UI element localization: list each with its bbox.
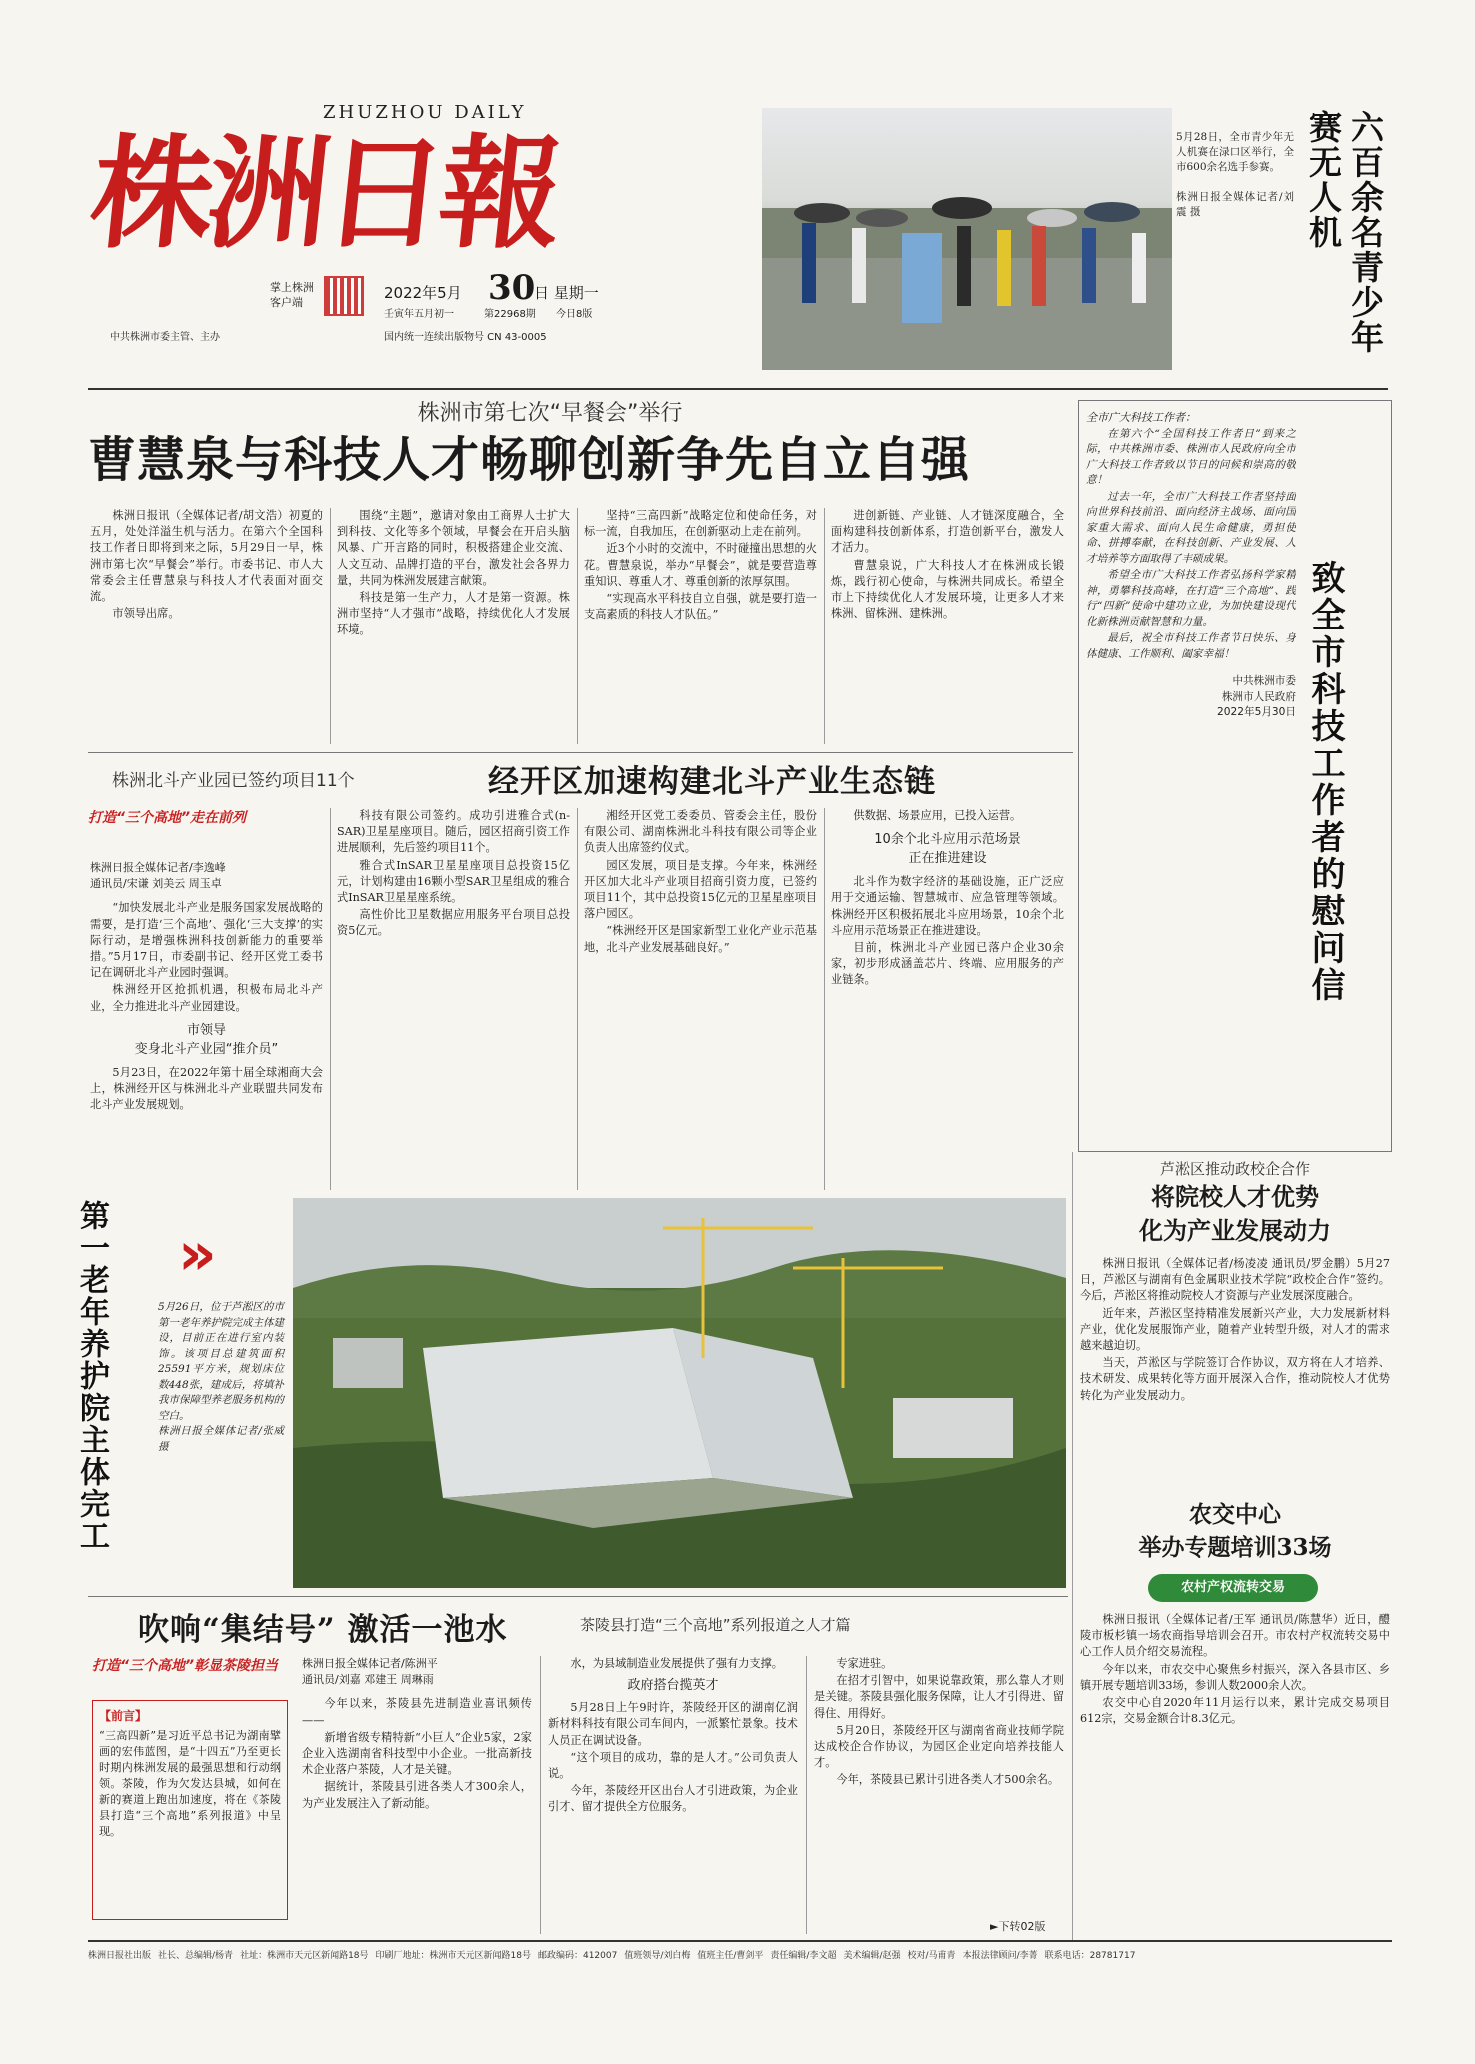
nursing-home-headline: 第一老年养护院主体完工 xyxy=(74,1200,109,1552)
bottom-col2b-p1: 5月28日上午9时许，茶陵经开区的湖南亿润新材料科技有限公司车间内，一派繁忙景象。技术人员正在调试设备。 xyxy=(548,1701,798,1747)
footer-item: 印刷厂地址：株洲市天元区新闻路18号 xyxy=(375,1951,531,1961)
chevron-right-icon: » xyxy=(178,1219,217,1289)
luxi-headline: 将院校人才优势 化为产业发展动力 xyxy=(1139,1182,1331,1245)
beidou-col4-p1: 供数据、场景应用，已投入运营。 xyxy=(853,809,1022,822)
lead-kicker: 株洲市第七次“早餐会”举行 xyxy=(417,401,683,426)
footer-item: 美术编辑/赵强 xyxy=(843,1951,901,1961)
footer-item: 校对/马甫青 xyxy=(907,1951,956,1961)
nongjiao-badge: 农村产权流转交易 xyxy=(1148,1574,1318,1602)
qr-code-icon[interactable] xyxy=(324,276,364,316)
nursing-home-credit: 株洲日报全媒体记者/张威 摄 xyxy=(158,1425,284,1453)
beidou-subhead: 市领导 变身北斗产业园“推介员” xyxy=(134,1022,279,1057)
footer-divider xyxy=(88,1940,1392,1942)
beidou-col3-p2: 园区发展，项目是支撑。今年来，株洲经开区加大北斗产业项目招商引资力度，已签约项目11个，其中总投资15亿元的卫星星座项目落户园区。 xyxy=(584,858,817,921)
section-divider xyxy=(88,1596,1068,1597)
letter-sign-date: 2022年5月30日 xyxy=(1217,706,1296,718)
col-rule xyxy=(330,508,331,744)
beidou-col-3 xyxy=(584,808,817,1190)
nursing-home-caption xyxy=(158,1300,284,1455)
masthead-english: ZHUZHOU DAILY xyxy=(323,102,527,123)
bottom-col2b-p3: 今年，茶陵经开区出台人才引进政策，为企业引才、留才提供全方位服务。 xyxy=(548,1784,798,1814)
bottom-col1-p1: 今年以来，茶陵县先进制造业喜讯频传—— xyxy=(302,1697,532,1727)
beidou-col1b-p1: 5月23日，在2022年第十届全球湘商大会上，株洲经开区与株洲北斗产业联盟共同发布北斗产业发展规划。 xyxy=(90,1065,323,1112)
drone-photo-caption xyxy=(1176,130,1294,220)
beidou-col-2 xyxy=(337,808,570,1190)
lead-col3-p1: 坚持“三高四新”战略定位和使命任务，对标一流，自我加压，在创新驱动上走在前列。 xyxy=(584,509,817,539)
letter-sign-government: 株洲市人民政府 xyxy=(1221,690,1296,703)
footer-item: 值班领导/刘白梅 xyxy=(624,1951,691,1961)
beidou-kicker: 株洲北斗产业园已签约项目11个 xyxy=(112,771,355,791)
letter-salutation: 全市广大科技工作者： xyxy=(1086,411,1196,424)
bottom-col-3 xyxy=(814,1656,1064,1916)
cn-number: 国内统一连续出版物号 CN 43-0005 xyxy=(384,332,547,343)
lead-col1-p1: 株洲日报讯（全媒体记者/胡文浩）初夏的五月，处处洋溢生机与活力。在第六个全国科技工作者日即将到来之际，5月29日一早，株洲市第七次“早餐会”举行。市委书记、市人大常委会主任曹慧泉与科技人才代表面对面交流。 xyxy=(90,509,323,604)
section-divider xyxy=(88,752,1073,753)
bottom-col3-p2: 在招才引智中，如果说靠政策，那么靠人才则是关键。茶陵县强化服务保障，让人才引得进、留得住、用得好。 xyxy=(814,1674,1064,1720)
bottom-headline: 吹响“集结号” 激活一池水 xyxy=(138,1612,508,1648)
luxi-p1: 株洲日报讯（全媒体记者/杨凌凌 通讯员/罗金鹏）5月27日，芦淞区与湖南有色金属职业技术学院“政校企合作”签约。今后，芦淞区将推动院校人才资源与产业发展深度融合。 xyxy=(1080,1257,1390,1303)
luxi-kicker: 芦淞区推动政校企合作 xyxy=(1159,1160,1310,1178)
issue-number: 第22968期 xyxy=(484,309,536,320)
col-rule xyxy=(330,808,331,1190)
lead-col2-p2: 科技是第一生产力，人才是第一资源。株洲市坚持“人才强市”战略，持续优化人才发展环境。 xyxy=(337,591,570,637)
letter-headline: 致全市科技工作者的慰问信 xyxy=(1305,560,1345,1004)
beidou-col3-p1: 湘经开区党工委委员、管委会主任，股份有限公司、湖南株洲北斗科技有限公司等企业负责人出席签约仪式。 xyxy=(584,809,817,855)
nursing-home-caption-text: 5月26日，位于芦淞区的市第一老年养护院完成主体建设，目前正在进行室内装饰。该项目总建筑面积25591平方米，规划床位数448张，建成后，将填补我市保障型养老服务机构的空白。 xyxy=(158,1301,284,1422)
col-rule xyxy=(824,808,825,1190)
col-rule xyxy=(577,508,578,744)
beidou-col3-p3: “株洲经开区是国家新型工业化产业示范基地，北斗产业发展基础良好。” xyxy=(584,924,817,954)
nongjiao-body xyxy=(1080,1612,1390,1932)
footer-item: 株洲日报社出版 xyxy=(88,1951,152,1961)
preface-box xyxy=(92,1700,288,1920)
lead-col3-p2: 近3个小时的交流中，不时碰撞出思想的火花。曹慧泉说，举办“早餐会”，就是要营造尊重知识、尊重人才、尊重创新的浓厚氛围。 xyxy=(584,542,817,588)
preface-text: “三高四新”是习近平总书记为湖南擘画的宏伟蓝图，是“十四五”乃至更长时期内株洲发展的最强思想和行动纲领。茶陵，作为欠发达县城，如何在新的赛道上跑出加速度，将在《茶陵县打造“三个高地”系列报道》中呈现。 xyxy=(99,1729,281,1838)
lead-headline: 曹慧泉与科技人才畅聊创新争先自立自强 xyxy=(88,432,971,488)
construction-site-illustration xyxy=(293,1198,1066,1588)
footer-item: 社址：株洲市天元区新闻路18号 xyxy=(240,1951,369,1961)
bottom-col3-p3: 5月20日，茶陵经开区与湖南省商业技师学院达成校企合作协议，为园区企业定向培养技能人才。 xyxy=(814,1723,1064,1770)
beidou-byline: 株洲日报全媒体记者/李逸峰 通讯员/宋谦 刘美云 周玉卓 xyxy=(90,861,226,891)
beidou-col2-p3: 高性价比卫星数据应用服务平台项目总投资5亿元。 xyxy=(337,908,570,938)
footer-item: 联系电话：28781717 xyxy=(1044,1951,1136,1961)
jump-link[interactable]: ►下转02版 xyxy=(990,1920,1046,1933)
letter-p4: 最后，祝全市科技工作者节日快乐、身体健康、工作顺利、阖家幸福！ xyxy=(1086,632,1296,660)
page-count: 今日8版 xyxy=(556,309,593,320)
nongjiao-p3: 农交中心自2020年11月运行以来，累计完成交易项目612宗，交易金额合计8.3亿元。 xyxy=(1080,1696,1390,1726)
nursing-home-photo xyxy=(293,1198,1066,1588)
date-year-month: 2022年5月 xyxy=(384,284,462,302)
col-rule xyxy=(540,1656,541,1934)
letter-p1: 在第六个“全国科技工作者日”到来之际，中共株洲市委、株洲市人民政府向全市广大科技工作者致以节日的问候和崇高的敬意！ xyxy=(1086,427,1296,486)
beidou-headline: 经开区加速构建北斗产业生态链 xyxy=(488,764,936,800)
chaling-tag: 打造“三个高地”彰显茶陵担当 xyxy=(92,1658,279,1674)
col-rule xyxy=(824,508,825,744)
date-weekday: 日 星期一 xyxy=(534,284,599,302)
footer-item: 本报法律顾问/李菁 xyxy=(962,1951,1038,1961)
beidou-col4-p3: 目前，株洲北斗产业园已落户企业30余家，初步形成涵盖芯片、终端、应用服务的产业链条。 xyxy=(831,941,1064,987)
lead-col4-p1: 进创新链、产业链、人才链深度融合，全面构建科技创新体系，打造创新平台，激发人才活力。 xyxy=(831,509,1064,555)
drone-event-photo xyxy=(762,108,1172,370)
drone-photo-credit: 株洲日报全媒体记者/刘震 摄 xyxy=(1176,191,1294,218)
high-ground-tag-text: 打造“三个高地”走在前列 xyxy=(88,810,247,826)
lead-col-1 xyxy=(90,508,323,744)
footer-item: 社长、总编辑/杨青 xyxy=(158,1951,234,1961)
bottom-col3-p1: 专家进驻。 xyxy=(836,1657,893,1670)
col-rule xyxy=(1072,1152,1073,1942)
lead-col-3 xyxy=(584,508,817,744)
beidou-col4-p2: 北斗作为数字经济的基础设施，正广泛应用于交通运输、智慧城市、应急管理等领域。株洲经开区积极拓展北斗应用场景，10余个北斗应用示范场景正在推进建设。 xyxy=(831,875,1064,937)
beidou-col4-kicker: 10余个北斗应用示范场景 正在推进建设 xyxy=(874,832,1021,867)
beidou-col-4 xyxy=(831,808,1064,1190)
beidou-col1-p1: “加快发展北斗产业是服务国家发展战略的需要，是打造‘三个高地’、强化‘三大支撑’的实际行动，是增强株洲科技创新能力的重要举措。”5月17日，市委副书记、经开区党工委书记在调研北斗产业园时强调。 xyxy=(90,901,323,980)
bottom-col1-p3: 据统计，茶陵县引进各类人才300余人，为产业发展注入了新动能。 xyxy=(302,1780,532,1810)
letter-body xyxy=(1086,410,1296,1145)
lead-col2-p1: 围绕“主题”，邀请对象由工商界人士扩大到科技、文化等多个领域，早餐会在开启头脑风暴、广开言路的同时，积极搭建企业交流、人文互动、品牌打造的平台，激发社会各界力量，共同为株洲发展建言献策。 xyxy=(337,509,570,587)
lead-col4-p2: 曹慧泉说，广大科技人才在株洲成长锻炼，践行初心使命，与株洲共同成长。希望全市上下持续优化人才发展环境，让更多人才来株洲、留株洲、建株洲。 xyxy=(831,558,1064,621)
luxi-body xyxy=(1080,1256,1390,1486)
footer-item: 邮政编码：412007 xyxy=(537,1951,618,1961)
letter-p3: 希望全市广大科技工作者弘扬科学家精神，勇攀科技高峰，在打造“三个高地”、践行“四新”使命中建功立业，为加快建设现代化新株洲贡献智慧和力量。 xyxy=(1086,569,1296,628)
bottom-col1-p2: 新增省级专精特新“小巨人”企业5家，2家企业入选湖南省科技型中小企业。一批高新技术企业落户茶陵，人才是关键。 xyxy=(302,1730,532,1777)
footer-item: 责任编辑/李文超 xyxy=(770,1951,837,1961)
lead-col-2 xyxy=(337,508,570,744)
luxi-p3: 当天，芦淞区与学院签订合作协议，双方将在人才培养、技术研发、成果转化等方面开展深入合作，推动院校人才优势转化为产业发展动力。 xyxy=(1080,1356,1390,1402)
letter-p2: 过去一年，全市广大科技工作者坚持面向世界科技前沿、面向经济主战场、面向国家重大需求、面向人民生命健康，勇担使命、拼搏奉献，在科技创新、产业发展、人才培养等方面取得了丰硕成果。 xyxy=(1086,490,1296,565)
beidou-col1-p2: 株洲经开区抢抓机遇，积极布局北斗产业，全力推进北斗产业园建设。 xyxy=(90,983,323,1013)
beidou-col2-p1: 科技有限公司签约。成功引进雅合式(n-SAR)卫星星座项目。随后，园区招商引资工作进展顺利，先后签约项目11个。 xyxy=(337,809,570,855)
bottom-byline: 株洲日报全媒体记者/陈洲平 通讯员/刘嘉 邓建王 周琳雨 xyxy=(302,1657,438,1687)
beidou-col2-p2: 雅合式InSAR卫星星座项目总投资15亿元，计划构建由16颗小型SAR卫星组成的雅合式InSAR卫星星座系统。 xyxy=(337,858,570,905)
letter-sign-committee: 中共株洲市委 xyxy=(1232,675,1296,687)
lunar-date: 壬寅年五月初一 xyxy=(384,309,454,320)
drone-headline: 六百余名青少年赛无人机 xyxy=(1304,110,1385,355)
footer-item: 值班主任/曹剑平 xyxy=(697,1951,764,1961)
bottom-sub2: 政府搭台揽英才 xyxy=(627,1678,719,1694)
bottom-subtitle: 茶陵县打造“三个高地”系列报道之人才篇 xyxy=(580,1616,851,1634)
beidou-col-1 xyxy=(90,860,323,1190)
col-rule xyxy=(577,808,578,1190)
nongjiao-p1: 株洲日报讯（全媒体记者/王军 通讯员/陈慧华）近日，醴陵市板杉镇一场农商指导培训会召开。市农村产权流转交易中心工作人员介绍交易流程。 xyxy=(1080,1613,1390,1659)
bottom-col-1 xyxy=(302,1656,532,1934)
footer xyxy=(88,1948,1392,1961)
bottom-col-2 xyxy=(548,1656,798,1934)
app-label[interactable]: 掌上株洲 客户端 xyxy=(270,281,314,309)
publisher: 中共株洲市委主管、主办 xyxy=(110,332,220,343)
preface-label: 【前言】 xyxy=(99,1709,148,1723)
bottom-col3-p4: 今年，茶陵县已累计引进各类人才500余名。 xyxy=(836,1773,1060,1787)
masthead-divider xyxy=(88,388,1388,390)
high-ground-tag xyxy=(88,808,288,852)
drone-caption-text: 5月28日，全市青少年无人机赛在渌口区举行，全市600余名选手参赛。 xyxy=(1176,131,1294,173)
luxi-p2: 近年来，芦淞区坚持精准发展新兴产业，大力发展新材料产业，优化发展服饰产业，随着产业转型升级，对人才的需求越来越迫切。 xyxy=(1080,1306,1390,1353)
lead-col1-p2: 市领导出席。 xyxy=(112,607,180,621)
masthead xyxy=(84,100,748,390)
bottom-col2-p1: 水，为县域制造业发展提供了强有力支撑。 xyxy=(570,1657,783,1670)
date-day: 30 xyxy=(488,268,536,308)
masthead-title: 株洲日報 xyxy=(84,121,564,265)
lead-col-4 xyxy=(831,508,1064,744)
nongjiao-headline: 农交中心 举办专题培训33场 xyxy=(1138,1501,1332,1561)
bottom-col2b-p2: “这个项目的成功，靠的是人才。”公司负责人说。 xyxy=(548,1750,798,1781)
nongjiao-p2: 今年以来，市农交中心聚焦乡村振兴，深入各县市区、乡镇开展专题培训33场，参训人数2000余人次。 xyxy=(1080,1662,1390,1692)
lead-col3-p3: “实现高水平科技自立自强，就是要打造一支高素质的科技人才队伍。” xyxy=(584,592,817,622)
col-rule xyxy=(806,1656,807,1934)
crowd-umbrella-illustration xyxy=(762,108,1172,370)
